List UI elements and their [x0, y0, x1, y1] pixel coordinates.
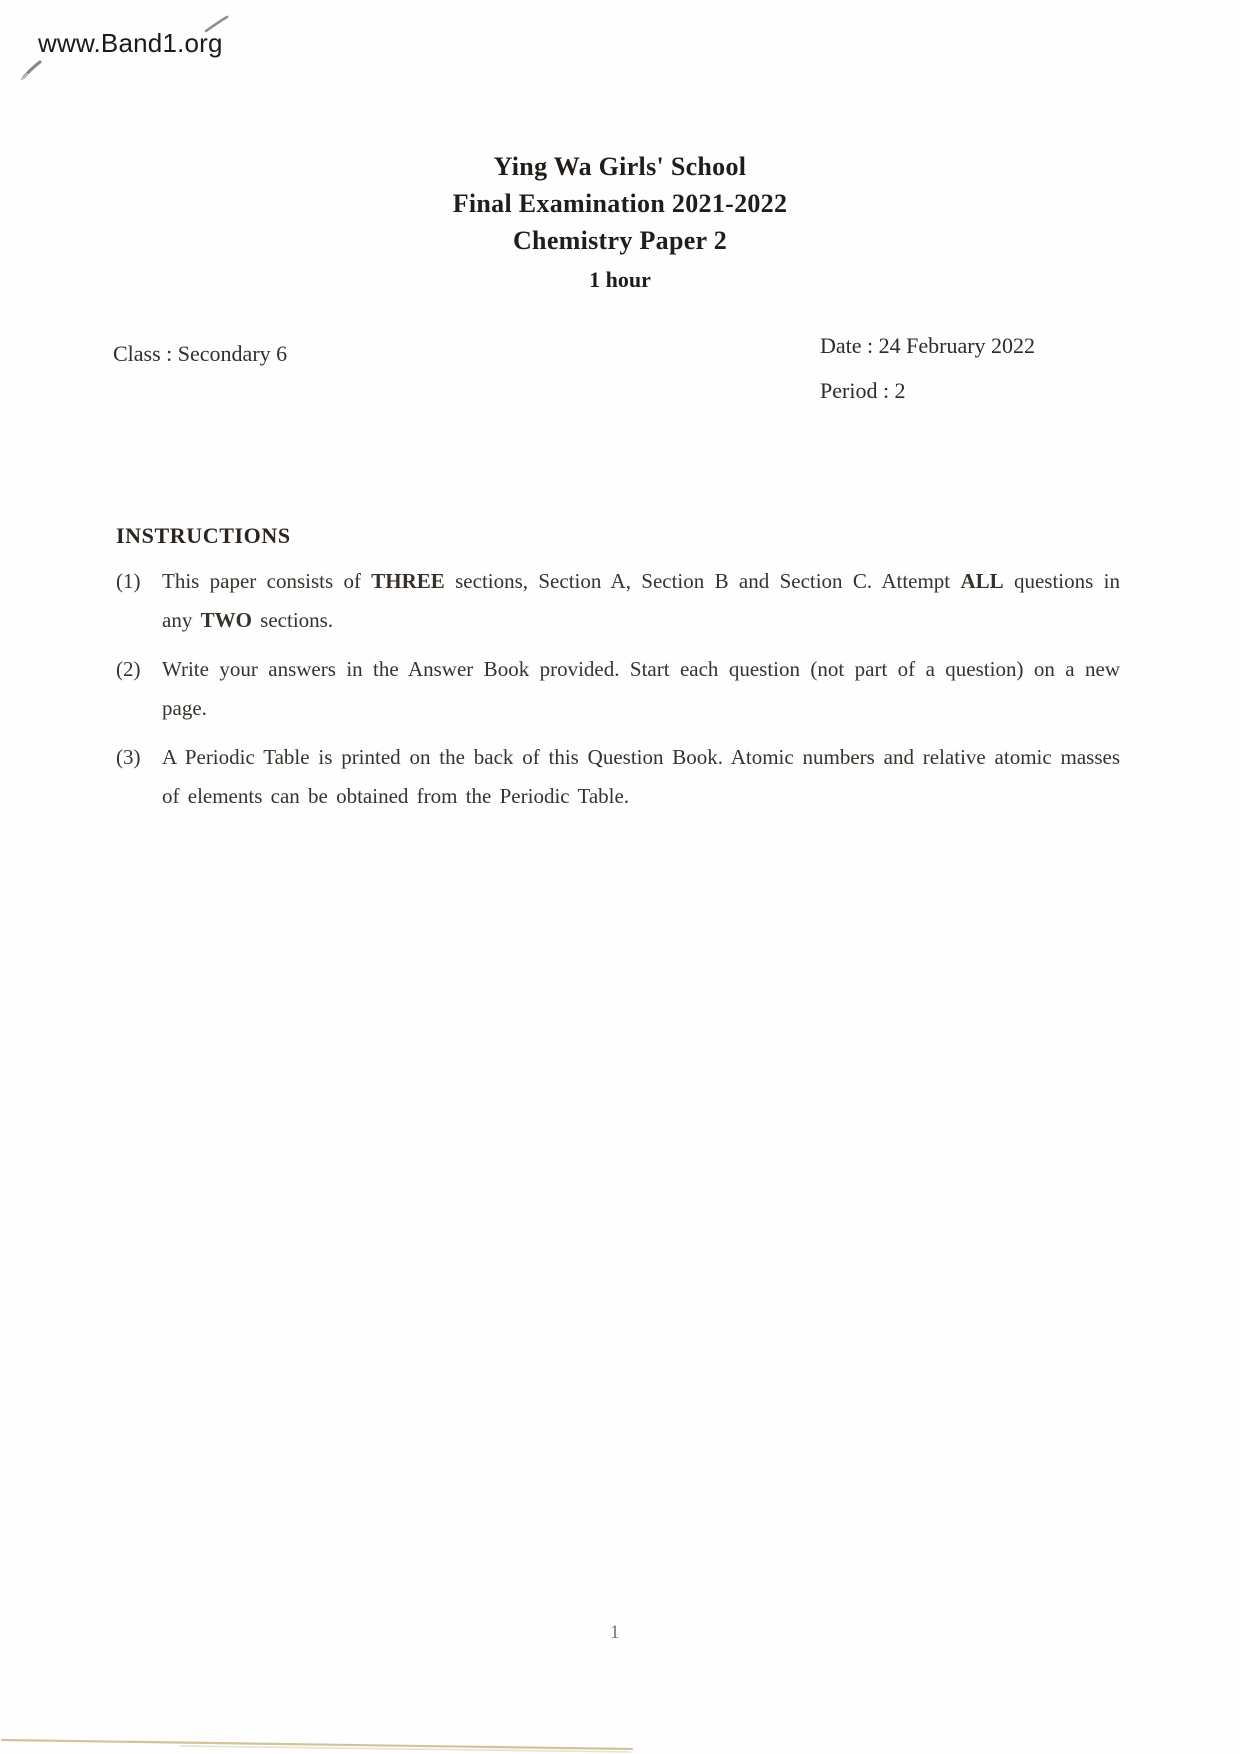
- instruction-text: A Periodic Table is printed on the back of this Question Book. Atomic numbers and relative atomic masses of elements can be obtained from the Periodic Table.: [162, 745, 1120, 808]
- instruction-item-3: [116, 738, 1124, 815]
- date-label: Date : 24 February 2022: [820, 333, 1036, 358]
- instruction-number: (2): [116, 657, 141, 681]
- exam-duration: 1 hour: [589, 267, 651, 292]
- scan-edge-artifact: [0, 1734, 700, 1754]
- instruction-number: (3): [116, 745, 141, 769]
- period-label: Period : 2: [820, 378, 906, 403]
- instruction-item-2: [116, 650, 1124, 727]
- instruction-number: (1): [116, 569, 141, 593]
- class-label: Class : Secondary 6: [113, 341, 288, 366]
- school-name: Ying Wa Girls' School: [493, 152, 747, 181]
- instruction-text: Write your answers in the Answer Book provided. Start each question (not part of a question) on a new page.: [162, 657, 1120, 720]
- instruction-text: This paper consists of THREE sections, Section A, Section B and Section C. Attempt ALL questions in any TWO sections.: [162, 569, 1120, 632]
- instruction-item-1: [116, 562, 1124, 639]
- title-block: [0, 148, 1240, 298]
- watermark-text: www.Band1.org: [38, 28, 223, 58]
- page-number: 1: [610, 1622, 620, 1643]
- pencil-stroke-artifacts: [0, 0, 260, 90]
- paper-title: Chemistry Paper 2: [512, 226, 728, 255]
- exam-title: Final Examination 2021-2022: [452, 189, 788, 218]
- date-period-block: [820, 331, 1035, 406]
- instructions-heading: INSTRUCTIONS: [116, 523, 291, 548]
- instructions-section: [116, 521, 1124, 815]
